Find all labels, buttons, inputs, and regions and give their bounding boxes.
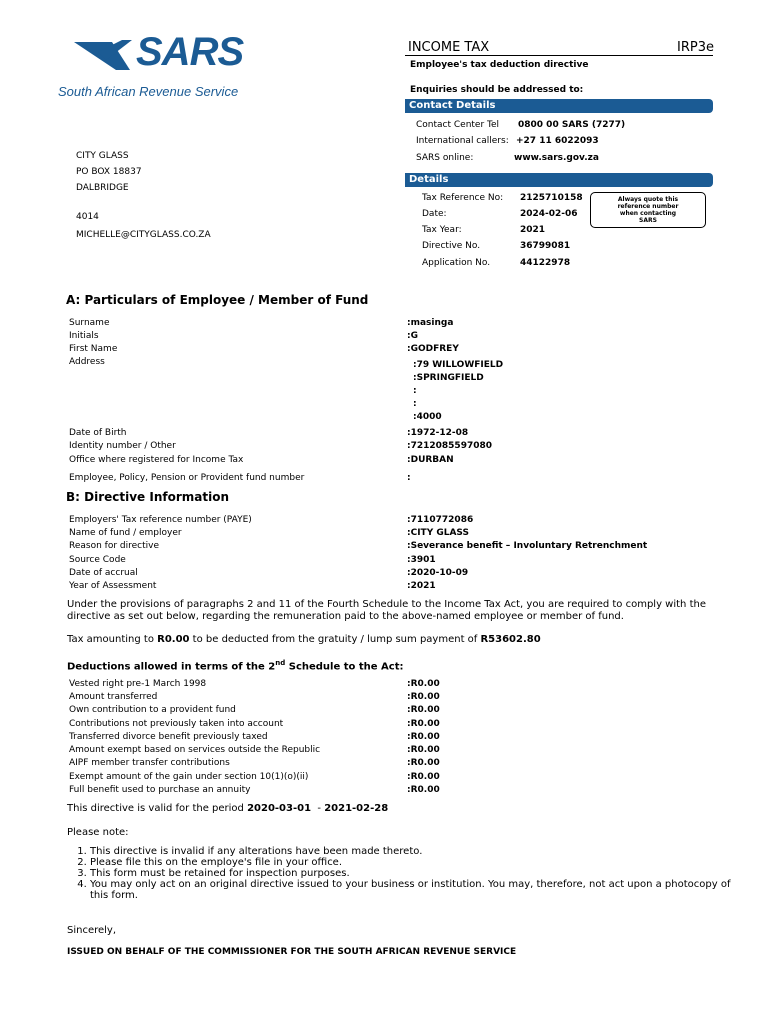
form-title: INCOME TAX [408,40,490,55]
validity-end: 2021-02-28 [324,803,389,814]
deduction-value: :R0.00 [407,758,440,768]
address-line: PO BOX 18837 [76,167,142,177]
field-value: :2021 [407,581,436,591]
deduction-label: Own contribution to a provident fund [69,705,236,715]
deduction-label: Transferred divorce benefit previously taxed [69,732,268,742]
field-label: Office where registered for Income Tax [69,455,244,465]
field-value: :G [407,331,418,341]
enquiries-text: Enquiries should be addressed to: [410,85,584,95]
field-label: Date of Birth [69,428,127,438]
tax-amount-sentence [67,634,541,645]
tax-sentence-middle: to be deducted from the gratuity / lump sum payment of [189,634,481,645]
detail-value: 36799081 [520,241,571,251]
field-label: Source Code [69,555,126,565]
salutation: Sincerely, [67,925,117,936]
field-label: Reason for directive [69,541,159,551]
validity-start: 2020-03-01 [247,803,312,814]
deduction-label: Exempt amount of the gain under section 10(1)(o)(ii) [69,772,309,782]
tax-amount: R0.00 [157,634,190,645]
detail-label: Directive No. [422,241,481,251]
contact-label: Contact Center Tel [416,120,500,130]
deduction-value: :R0.00 [407,705,440,715]
deductions-title-pre: Deductions allowed in terms of the 2 [67,661,276,673]
field-value: :2020-10-09 [407,568,469,578]
contact-label: SARS online: [416,153,474,163]
address-value-line: :79 WILLOWFIELD [413,360,504,370]
deductions-title-sup: nd [275,659,286,667]
contact-label: International callers: [416,136,509,146]
field-label: Address [69,357,105,367]
payment-amount: R53602.80 [480,634,541,645]
detail-value: 2125710158 [520,193,583,203]
note-item: 2. Please file this on the employe's file in your office. [90,857,740,868]
contact-value: 0800 00 SARS (7277) [518,120,626,130]
address-line: CITY GLASS [76,151,129,161]
deduction-value: :R0.00 [407,785,440,795]
deductions-title-post: Schedule to the Act: [285,661,404,673]
field-value: :7212085597080 [407,441,493,451]
address-value-line: : [413,399,417,409]
deductions-title [67,659,404,672]
section-a-title: A: Particulars of Employee / Member of Fund [66,293,369,307]
logo-tagline: South African Revenue Service [58,84,239,99]
sars-website-link[interactable]: www.sars.gov.za [514,153,599,163]
field-label: Surname [69,318,110,328]
contact-value: +27 11 6022093 [516,136,599,146]
address-value-line: :SPRINGFIELD [413,373,484,383]
deduction-value: :R0.00 [407,692,440,702]
deduction-label: Amount exempt based on services outside the Republic [69,745,321,755]
address-value-line: :4000 [413,412,442,422]
detail-value: 2024-02-06 [520,209,578,219]
quote-note-line: Always quote this [617,196,679,203]
field-value: :masinga [407,318,454,328]
deduction-label: Amount transferred [69,692,158,702]
quote-note-line: when contacting [619,210,677,217]
note-item: 4. You may only act on an original directive issued to your business or institution. You may, therefore, not act upon a photocopy of this form. [90,879,740,901]
field-value: :Severance benefit – Involuntary Retrenchment [407,541,648,551]
validity-separator: - [311,803,325,814]
provisions-text: directive as set out below, regarding the remuneration paid to the above-named employee or member of fund. [67,611,624,622]
address-line: DALBRIDGE [76,183,129,193]
address-line: 4014 [76,212,99,222]
sars-swoosh-icon [72,38,132,76]
field-label: Initials [69,331,99,341]
note-item: 3. This form must be retained for inspection purposes. [90,868,740,879]
field-value: :1972-12-08 [407,428,469,438]
validity-prefix: This directive is valid for the period [67,803,248,814]
field-label: First Name [69,344,118,354]
contact-details-bar: Contact Details [405,99,713,113]
field-label: Date of accrual [69,568,138,578]
field-value: :DURBAN [407,455,454,465]
deduction-label: Contributions not previously taken into account [69,719,284,729]
logo-wordmark: SARS [136,30,244,74]
detail-label: Application No. [422,258,491,268]
deduction-value: :R0.00 [407,719,440,729]
issued-on-behalf: ISSUED ON BEHALF OF THE COMMISSIONER FOR THE SOUTH AFRICAN REVENUE SERVICE [67,947,517,957]
field-value: :7110772086 [407,515,474,525]
section-b-title: B: Directive Information [66,490,229,504]
field-label: Name of fund / employer [69,528,182,538]
provisions-text: Under the provisions of paragraphs 2 and 11 of the Fourth Schedule to the Income Tax Act, you are required to comply with the [67,599,706,610]
detail-label: Tax Reference No: [422,193,504,203]
field-label: Employers' Tax reference number (PAYE) [69,515,252,525]
notes-title: Please note: [67,827,129,838]
quote-reference-box [590,192,706,228]
field-label: Employee, Policy, Pension or Provident fund number [69,473,305,483]
field-label: Identity number / Other [69,441,176,451]
quote-note-line: reference number [617,203,679,210]
address-value-line: : [413,386,417,396]
deduction-value: :R0.00 [407,772,440,782]
quote-note-line: SARS [639,217,657,224]
deduction-value: :R0.00 [407,732,440,742]
deduction-value: :R0.00 [407,745,440,755]
deduction-label: Full benefit used to purchase an annuity [69,785,251,795]
form-code: IRP3e [677,40,714,55]
detail-label: Date: [422,209,447,219]
validity-period [67,803,388,814]
deduction-value: :R0.00 [407,679,440,689]
detail-value: 2021 [520,225,546,235]
form-subtitle: Employee's tax deduction directive [410,60,589,70]
header-rule [405,55,713,56]
deduction-label: Vested right pre-1 March 1998 [69,679,207,689]
notes-list [66,846,740,901]
field-value: :CITY GLASS [407,528,469,538]
detail-value: 44122978 [520,258,571,268]
field-value: : [407,473,411,483]
field-value: :GODFREY [407,344,459,354]
field-value: :3901 [407,555,436,565]
deduction-label: AIPF member transfer contributions [69,758,230,768]
detail-label: Tax Year: [422,225,462,235]
address-email: MICHELLE@CITYGLASS.CO.ZA [76,230,211,240]
tax-sentence-prefix: Tax amounting to [67,634,158,645]
note-item: 1. This directive is invalid if any alterations have been made thereto. [90,846,740,857]
field-label: Year of Assessment [69,581,157,591]
details-bar: Details [405,173,713,187]
